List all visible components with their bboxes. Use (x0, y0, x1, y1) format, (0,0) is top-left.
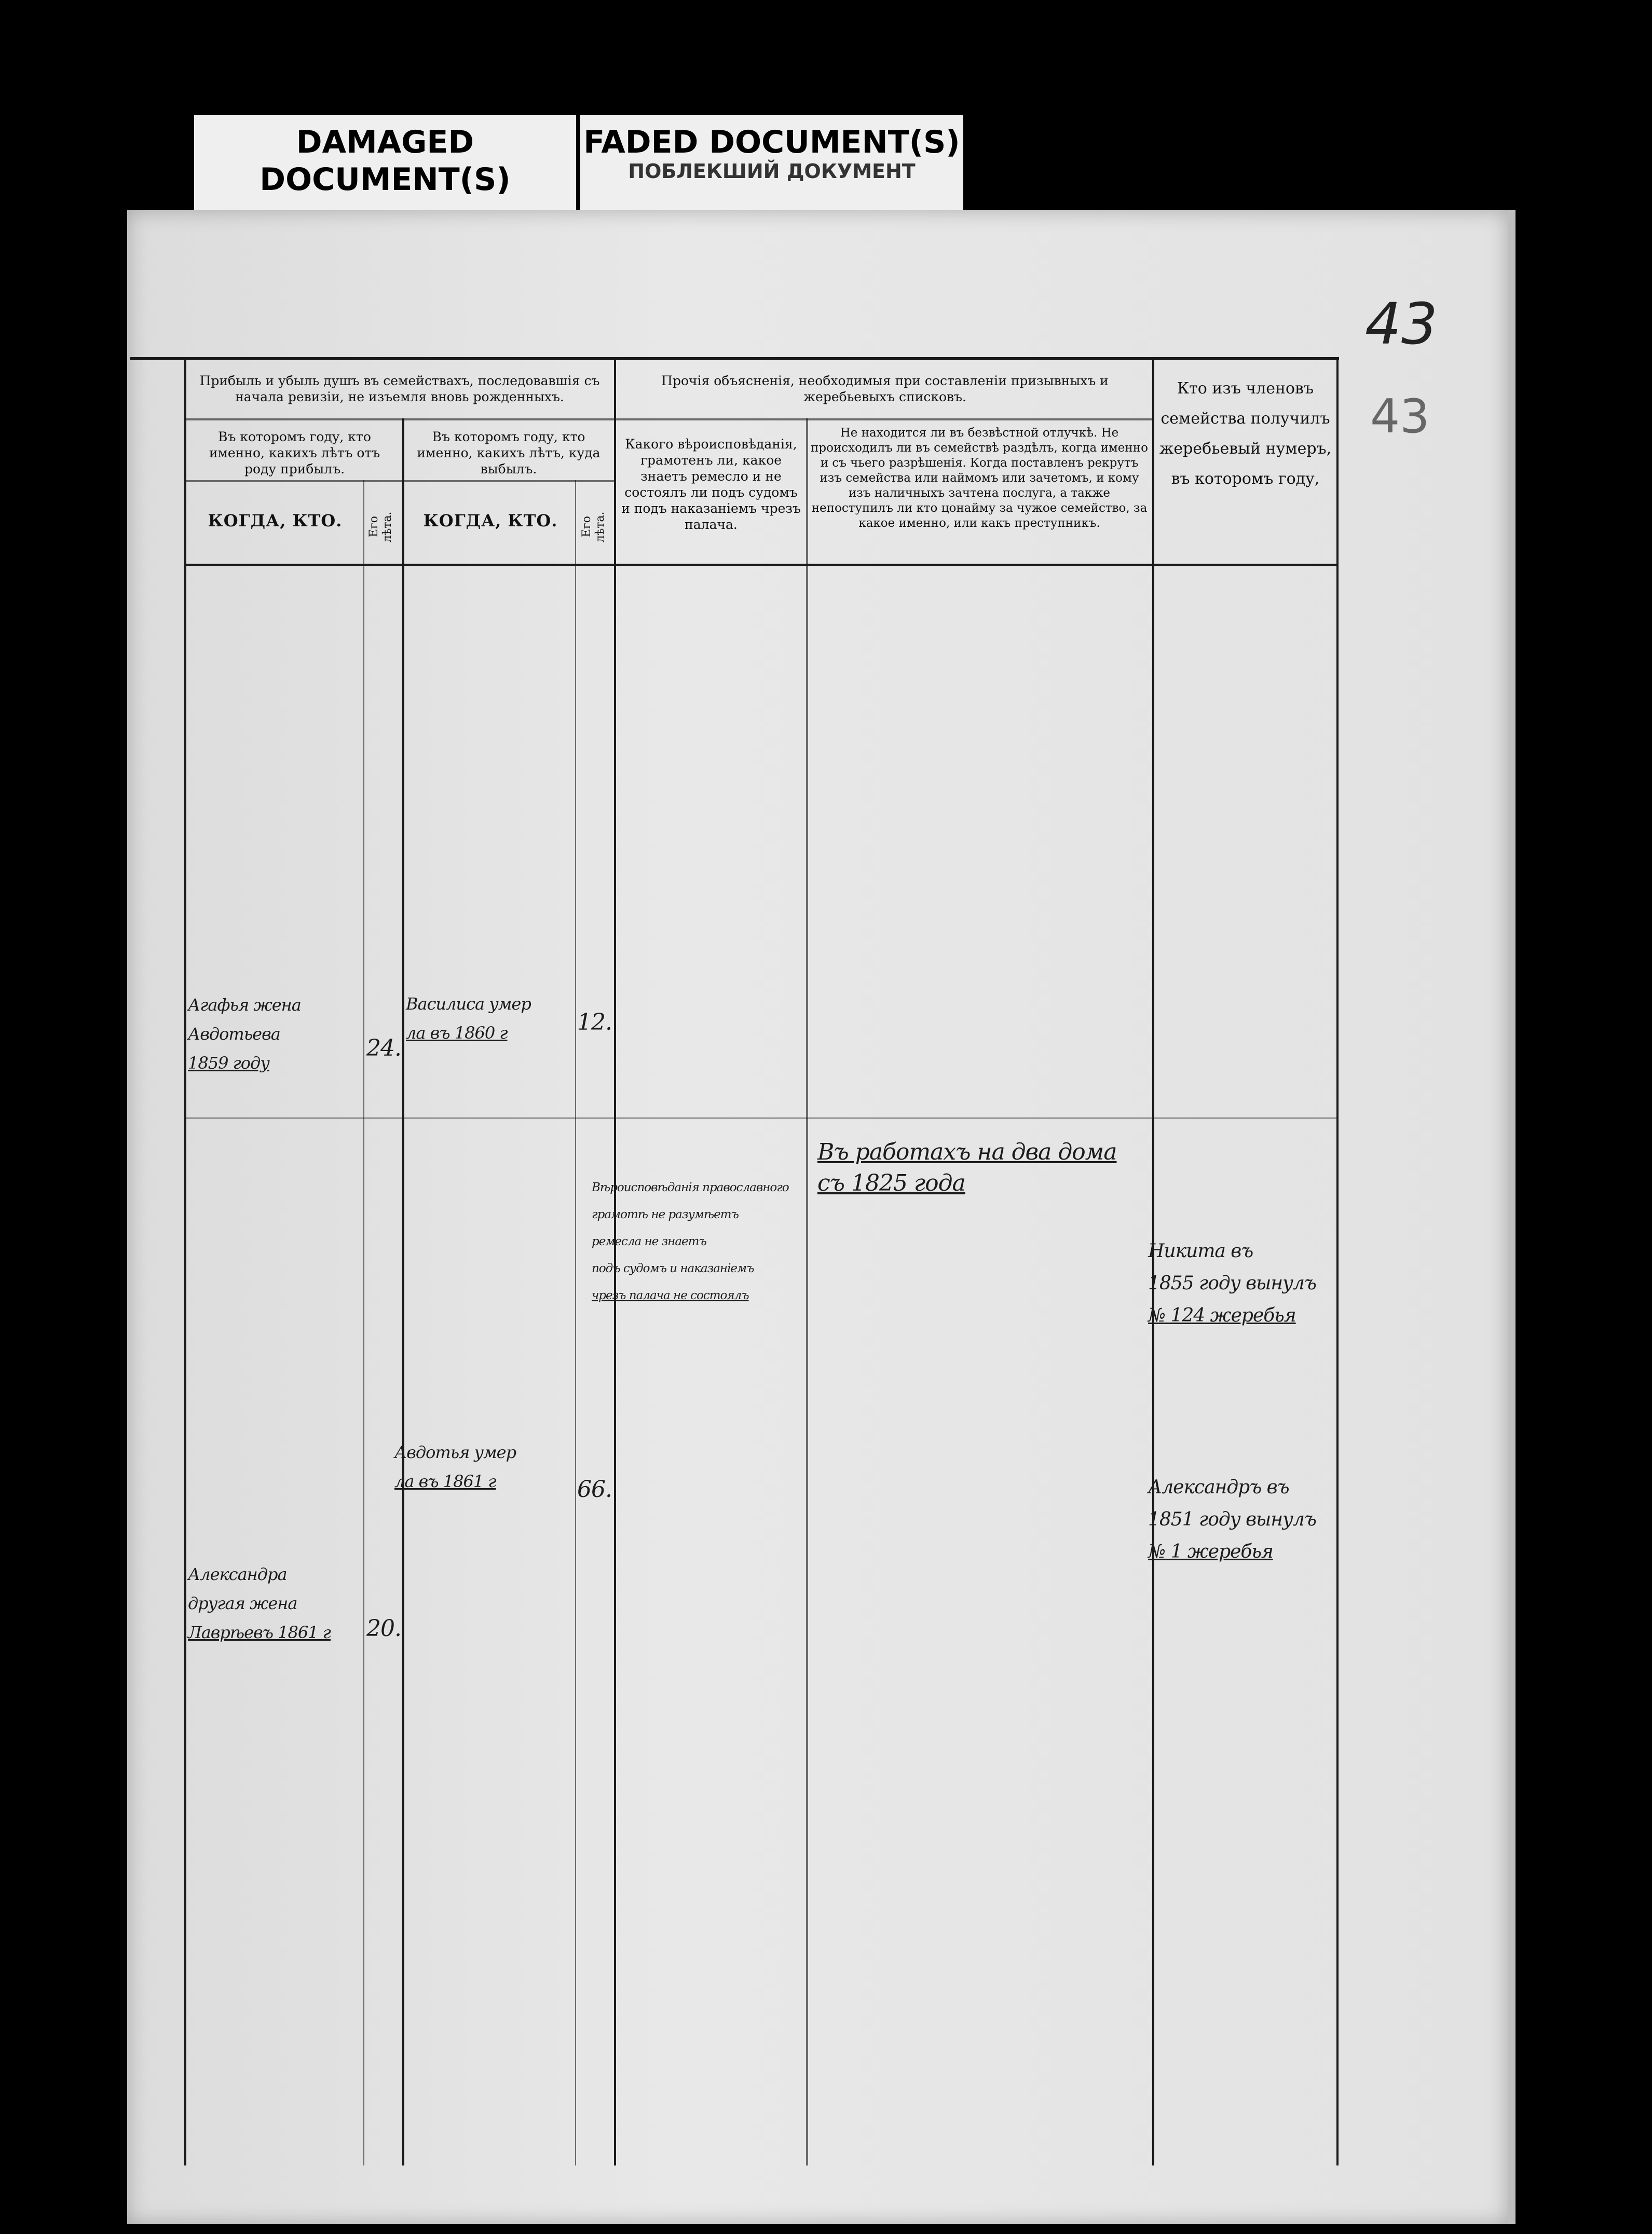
header-bottom-rule (184, 564, 1336, 566)
departed-entry-1-line-1: Василиса умер (406, 994, 531, 1014)
lot-entry-2-line-3: № 1 жеребья (1148, 1541, 1273, 1562)
arrived-entry-2 (188, 1560, 364, 1647)
lot-entry-2-line-1: Александръ въ (1148, 1477, 1289, 1498)
page-number-pencil: 43 (1370, 389, 1430, 444)
header-age-1: Его лѣта. (367, 511, 394, 542)
lot-entry-2-line-2: 1851 году вынулъ (1148, 1509, 1316, 1530)
lot-entry-1-line-2: 1855 году вынулъ (1148, 1273, 1316, 1294)
arrived-entry-2-line-2: другая жена (188, 1593, 297, 1613)
departed-entry-2-age: 66. (577, 1476, 612, 1503)
absence-entry-1-line-2: съ 1825 года (817, 1170, 965, 1196)
arrived-entry-1-line-1: Агафья жена (188, 995, 301, 1015)
col-left-start (402, 418, 404, 2165)
header-absence-recruitment: Не находится ли въ безвѣстной отлучкѣ. Не происходилъ ли въ семействѣ раздѣлъ, когда именно и съ чьего разрѣшенія. Когда поставленъ рекрутъ изъ семейства или наймомъ или зачетомъ, и кому изъ наличныхъ зачтена послуга, а также непоступилъ ли кто цонайму за чужое семейство, за какое именно, или какъ преступникъ. (811, 426, 1148, 530)
header-when-who-2: КОГДА, КТО. (423, 511, 558, 530)
table-top-rule (130, 357, 1339, 360)
col-age-1-left (363, 480, 364, 2165)
lot-entry-1-line-1: Никита въ (1148, 1241, 1253, 1262)
header-lot-number: Кто изъ членовъ семейства получилъ жеребьевый нумеръ, въ которомъ году, (1159, 379, 1332, 488)
departed-entry-2 (394, 1438, 574, 1496)
arrived-entry-1-line-2: Авдотьева (188, 1024, 280, 1044)
lot-entry-2 (1148, 1472, 1337, 1568)
arrived-entry-2-line-1: Александра (188, 1564, 287, 1584)
religion-entry-1-line-3: ремесла не знаетъ (592, 1235, 706, 1248)
header-departed: Въ которомъ году, кто именно, какихъ лѣтъ, куда выбылъ. (417, 429, 600, 476)
header-sub-rule (184, 480, 615, 482)
religion-entry-1-line-2: грамотѣ не разумѣетъ (592, 1208, 739, 1221)
religion-entry-1-line-5: чрезъ палача не состоялъ (592, 1289, 749, 1302)
faded-label-ru: ПОБЛЕКШИЙ ДОКУМЕНТ (628, 160, 916, 183)
row-rule-1 (184, 1118, 1336, 1119)
departed-entry-2-line-2: ла въ 1861 г (394, 1472, 496, 1491)
lot-entry-1-line-3: № 124 жеребья (1148, 1305, 1296, 1326)
header-arrived: Въ которомъ году, кто именно, какихъ лѣтъ отъ роду прибылъ. (209, 429, 380, 476)
damaged-label-text: DAMAGED DOCUMENT(S) (260, 124, 511, 198)
header-when-who-1: КОГДА, КТО. (208, 511, 343, 530)
faded-label-text: FADED DOCUMENT(S) (583, 124, 960, 160)
arrived-entry-1 (188, 990, 362, 1078)
header-group-rule (184, 418, 1153, 420)
arrived-entry-1-line-3: 1859 году (188, 1053, 269, 1073)
header-age-2: Его лѣта. (580, 511, 607, 542)
damaged-document-label (194, 115, 576, 212)
religion-entry-1-line-1: Вѣроисповѣданія православного (592, 1181, 789, 1194)
arrived-entry-2-line-3: Лаврѣевъ 1861 г (188, 1623, 331, 1642)
header-group-other-explanations: Прочія объясненія, необходимыя при составленіи призывныхъ и жеребьевыхъ списковъ. (661, 373, 1109, 404)
col-age-2-left (575, 480, 576, 2165)
religion-entry-1-line-4: подъ судомъ и наказаніемъ (592, 1262, 754, 1275)
absence-entry-1-line-1: Въ работахъ на два дома (817, 1139, 1117, 1165)
departed-entry-2-line-1: Авдотья умер (394, 1442, 516, 1462)
faded-document-label (580, 115, 963, 212)
page-number-ink: 43 (1365, 291, 1438, 357)
arrived-entry-1-age: 24. (366, 1035, 401, 1061)
departed-entry-1-age: 12. (577, 1009, 612, 1036)
absence-entry-1 (817, 1137, 1150, 1199)
table-left-edge (184, 359, 186, 2165)
arrived-entry-2-age: 20. (366, 1615, 401, 1642)
religion-entry-1 (592, 1174, 807, 1309)
header-group-arrivals-departures: Прибыль и убыль душъ въ семействахъ, последовавшія съ начала ревизіи, не изъемля вновь рожденныхъ. (199, 373, 600, 404)
departed-entry-1-line-2: ла въ 1860 г (406, 1023, 508, 1043)
header-religion-literacy: Какого вѣроисповѣданія, грамотенъ ли, какое знаетъ ремесло и не состоялъ ли подъ судомъ и подъ наказаніемъ чрезъ палача. (621, 437, 801, 532)
departed-entry-1 (406, 989, 572, 1047)
lot-entry-1 (1148, 1235, 1337, 1332)
